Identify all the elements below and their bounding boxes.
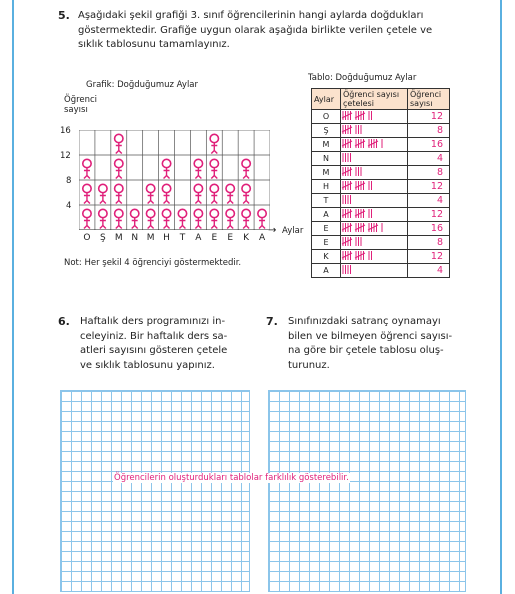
question-5-text bbox=[78, 9, 470, 53]
month-label: E bbox=[211, 233, 218, 243]
tally-marks bbox=[341, 194, 405, 205]
y-tick-8: 8 bbox=[66, 176, 72, 186]
row-count: 16 bbox=[408, 138, 450, 152]
question-7-number: 7. bbox=[266, 315, 278, 328]
row-count: 12 bbox=[408, 110, 450, 124]
tally-marks bbox=[341, 222, 405, 233]
header-count: Öğrenci sayısı bbox=[408, 89, 450, 110]
row-count: 12 bbox=[408, 250, 450, 264]
row-count: 4 bbox=[408, 152, 450, 166]
row-tally bbox=[341, 138, 408, 152]
student-symbol bbox=[242, 159, 250, 178]
tally-marks bbox=[341, 208, 405, 219]
student-symbol bbox=[210, 134, 218, 153]
question-6-text bbox=[80, 315, 245, 373]
row-tally bbox=[341, 236, 408, 250]
row-tally bbox=[341, 194, 408, 208]
row-month: M bbox=[312, 166, 341, 180]
question-5-line2: göstermektedir. Grafiğe uygun olarak aşağıda birlikte verilen çetele ve bbox=[78, 24, 433, 36]
tally-table bbox=[311, 88, 450, 278]
row-tally bbox=[341, 264, 408, 278]
row-month: A bbox=[312, 264, 341, 278]
tally-marks bbox=[341, 180, 405, 191]
student-symbol bbox=[115, 134, 123, 153]
table-row bbox=[312, 250, 450, 264]
student-symbol bbox=[162, 184, 170, 203]
student-symbol bbox=[178, 209, 186, 228]
answer-grid-q7[interactable] bbox=[268, 390, 466, 592]
answer-note: Öğrencilerin oluşturdukları tablolar farklılık gösterebilir. bbox=[114, 473, 349, 483]
student-symbol bbox=[226, 184, 234, 203]
row-tally bbox=[341, 124, 408, 138]
student-symbol bbox=[210, 184, 218, 203]
student-symbol bbox=[162, 159, 170, 178]
left-margin-line bbox=[12, 0, 14, 594]
student-symbol bbox=[99, 209, 107, 228]
question-5-line1: Aşağıdaki şekil grafiği 3. sınıf öğrencilerinin hangi aylarda doğdukları bbox=[78, 10, 424, 21]
row-month: T bbox=[312, 194, 341, 208]
student-symbol bbox=[242, 209, 250, 228]
tally-marks bbox=[341, 110, 405, 121]
question-7-line1: Sınıfınızdaki satranç oynamayı bbox=[288, 316, 441, 327]
y-tick-4: 4 bbox=[66, 201, 72, 211]
row-count: 12 bbox=[408, 180, 450, 194]
student-symbol bbox=[226, 209, 234, 228]
student-symbol bbox=[146, 184, 154, 203]
month-label: K bbox=[243, 233, 250, 243]
tally-marks bbox=[341, 236, 405, 247]
student-symbol bbox=[83, 159, 91, 178]
question-6-number: 6. bbox=[58, 315, 70, 328]
table-row bbox=[312, 180, 450, 194]
student-symbol bbox=[210, 209, 218, 228]
student-symbol bbox=[115, 184, 123, 203]
row-month: M bbox=[312, 138, 341, 152]
row-count: 16 bbox=[408, 222, 450, 236]
student-symbol bbox=[242, 184, 250, 203]
question-5-line3: sıklık tablosunu tamamlayınız. bbox=[78, 39, 230, 50]
pictograph-svg bbox=[79, 130, 270, 230]
question-6-line4: ve sıklık tablosunu yapınız. bbox=[80, 359, 215, 371]
row-month: H bbox=[312, 180, 341, 194]
table-row bbox=[312, 194, 450, 208]
student-symbol bbox=[194, 209, 202, 228]
header-months: Aylar bbox=[312, 89, 341, 110]
table-row bbox=[312, 222, 450, 236]
row-count: 8 bbox=[408, 124, 450, 138]
answer-grid-q6[interactable] bbox=[60, 390, 250, 592]
tally-marks bbox=[341, 138, 405, 149]
tally-table-header bbox=[312, 89, 450, 110]
question-7-line4: turunuz. bbox=[288, 359, 330, 371]
y-tick-12: 12 bbox=[60, 151, 71, 161]
table-row bbox=[312, 152, 450, 166]
x-axis-label: Aylar bbox=[282, 226, 304, 236]
y-axis-label-line1: Öğrenci bbox=[64, 95, 98, 105]
question-6-line1: Haftalık ders programınızı in- bbox=[80, 316, 226, 327]
month-label: T bbox=[179, 233, 186, 243]
student-symbol bbox=[210, 159, 218, 178]
row-month: E bbox=[312, 222, 341, 236]
month-label: O bbox=[83, 233, 91, 243]
tally-marks bbox=[341, 250, 405, 261]
tally-marks bbox=[341, 152, 405, 163]
table-row bbox=[312, 110, 450, 124]
tally-marks bbox=[341, 124, 405, 135]
row-tally bbox=[341, 166, 408, 180]
month-label: A bbox=[195, 233, 202, 243]
row-month: A bbox=[312, 208, 341, 222]
y-axis-label bbox=[64, 95, 97, 115]
question-7-line3: na göre bir çetele tablosu oluş- bbox=[288, 345, 444, 356]
row-month: N bbox=[312, 152, 341, 166]
row-tally bbox=[341, 152, 408, 166]
question-5-number: 5. bbox=[58, 9, 70, 22]
y-tick-16: 16 bbox=[60, 126, 71, 136]
table-row bbox=[312, 264, 450, 278]
table-row bbox=[312, 208, 450, 222]
right-margin-line bbox=[500, 0, 502, 594]
row-tally bbox=[341, 110, 408, 124]
row-count: 12 bbox=[408, 208, 450, 222]
row-count: 4 bbox=[408, 264, 450, 278]
row-month: O bbox=[312, 110, 341, 124]
table-title: Tablo: Doğduğumuz Aylar bbox=[308, 73, 417, 83]
row-month: Ş bbox=[312, 124, 341, 138]
row-tally bbox=[341, 250, 408, 264]
row-month: E bbox=[312, 236, 341, 250]
row-count: 8 bbox=[408, 236, 450, 250]
table-row bbox=[312, 236, 450, 250]
graph-note: Not: Her şekil 4 öğrenciyi göstermektedir. bbox=[64, 258, 242, 268]
question-7-line2: bilen ve bilmeyen öğrenci sayısı- bbox=[288, 330, 453, 342]
row-count: 8 bbox=[408, 166, 450, 180]
row-month: K bbox=[312, 250, 341, 264]
student-symbol bbox=[99, 184, 107, 203]
tally-marks bbox=[341, 264, 405, 275]
table-row bbox=[312, 166, 450, 180]
month-label: E bbox=[227, 233, 234, 243]
row-tally bbox=[341, 208, 408, 222]
question-6-line2: celeyiniz. Bir haftalık ders sa- bbox=[80, 330, 228, 342]
student-symbol bbox=[258, 209, 266, 228]
graph-title: Grafik: Doğduğumuz Aylar bbox=[86, 80, 199, 90]
row-tally bbox=[341, 222, 408, 236]
row-count: 4 bbox=[408, 194, 450, 208]
month-label: H bbox=[163, 233, 170, 243]
month-label: M bbox=[114, 233, 123, 243]
pictograph-chart bbox=[79, 130, 270, 230]
student-symbol bbox=[115, 159, 123, 178]
student-symbol bbox=[83, 209, 91, 228]
table-row bbox=[312, 124, 450, 138]
month-label: N bbox=[131, 233, 139, 243]
table-row bbox=[312, 138, 450, 152]
month-label: Ş bbox=[100, 233, 106, 243]
student-symbol bbox=[194, 184, 202, 203]
student-symbol bbox=[162, 209, 170, 228]
y-axis-label-line2: sayısı bbox=[64, 105, 88, 115]
student-symbol bbox=[194, 159, 202, 178]
month-label: A bbox=[258, 233, 266, 243]
student-symbol bbox=[131, 209, 139, 228]
month-label: M bbox=[146, 233, 155, 243]
student-symbol bbox=[115, 209, 123, 228]
row-tally bbox=[341, 180, 408, 194]
student-symbol bbox=[146, 209, 154, 228]
question-7-text bbox=[288, 315, 463, 373]
x-axis-arrow-icon: → bbox=[268, 225, 277, 236]
question-6-line3: atleri sayısını gösteren çetele bbox=[80, 345, 228, 356]
tally-marks bbox=[341, 166, 405, 177]
header-tally: Öğrenci sayısı çetelesi bbox=[341, 89, 408, 110]
student-symbol bbox=[83, 184, 91, 203]
